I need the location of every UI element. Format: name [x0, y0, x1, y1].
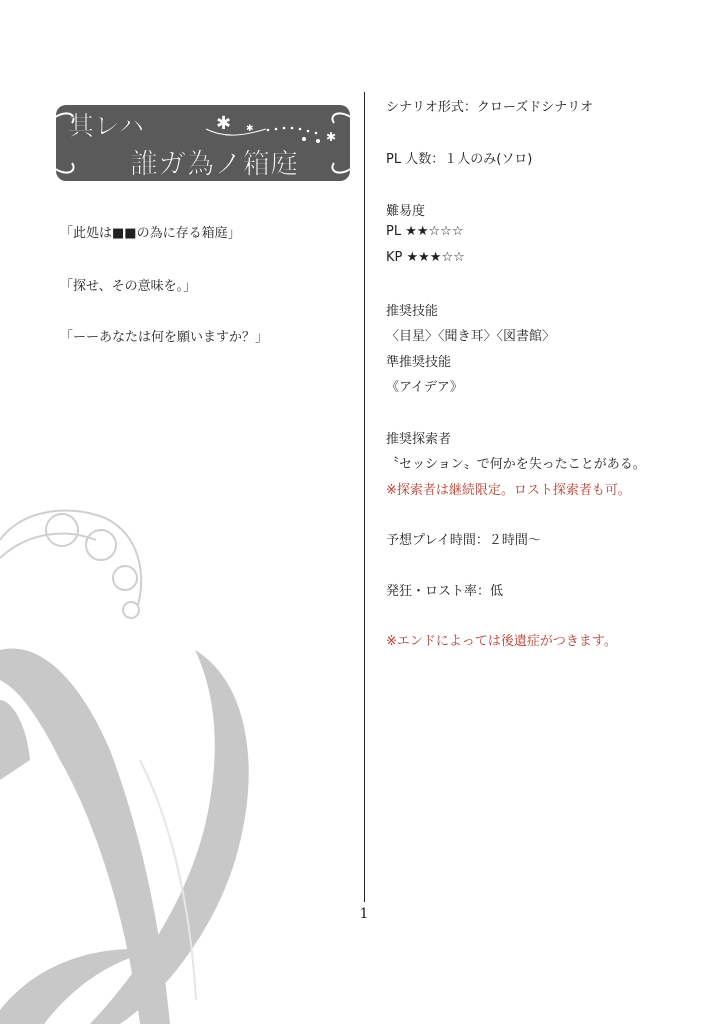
quote-2: 「探せ、その意味を。」 [60, 279, 197, 294]
quote-3: 「ーーあなたは何を願いますか？」 [60, 330, 269, 345]
difficulty-kp: KP ★★★☆☆ [386, 250, 465, 265]
logo-line-2: 誰ガ為ノ箱庭 [130, 147, 299, 180]
logo-line-1: 其レハ [68, 112, 145, 142]
scenario-format: シナリオ形式：クローズドシナリオ [386, 100, 594, 115]
svg-text:✱: ✱ [326, 130, 337, 144]
play-time: 予想プレイ時間：２時間〜 [386, 533, 541, 548]
recommended-skills-label: 推奨技能 [386, 304, 439, 319]
difficulty-label: 難易度 [386, 204, 426, 219]
svg-text:✱: ✱ [246, 124, 254, 134]
svg-text:✱: ✱ [216, 113, 232, 134]
semi-recommended-skills: 《アイデア》 [386, 380, 463, 395]
player-count: PL 人数：１人のみ(ソロ) [386, 152, 533, 167]
semi-recommended-label: 準推奨技能 [386, 355, 452, 370]
scenario-title-logo [56, 101, 350, 185]
quote-1: 「此処は■■の為に存る箱庭」 [60, 226, 241, 241]
column-divider [364, 92, 365, 902]
recommended-investigator-label: 推奨探索者 [386, 432, 452, 447]
recommended-investigator: 〝セッション〟で何かを失ったことがある。 [386, 457, 646, 472]
difficulty-pl: PL ★★☆☆☆ [386, 224, 464, 239]
sanity-rate: 発狂・ロスト率：低 [386, 584, 504, 599]
recommended-skills: 〈目星〉〈聞き耳〉〈図書館〉 [386, 329, 556, 344]
investigator-note: ※探索者は継続限定。ロスト探索者も可。 [386, 483, 631, 498]
page-number: 1 [359, 906, 369, 922]
ending-note: ※エンドによっては後遺症がつきます。 [386, 634, 617, 649]
